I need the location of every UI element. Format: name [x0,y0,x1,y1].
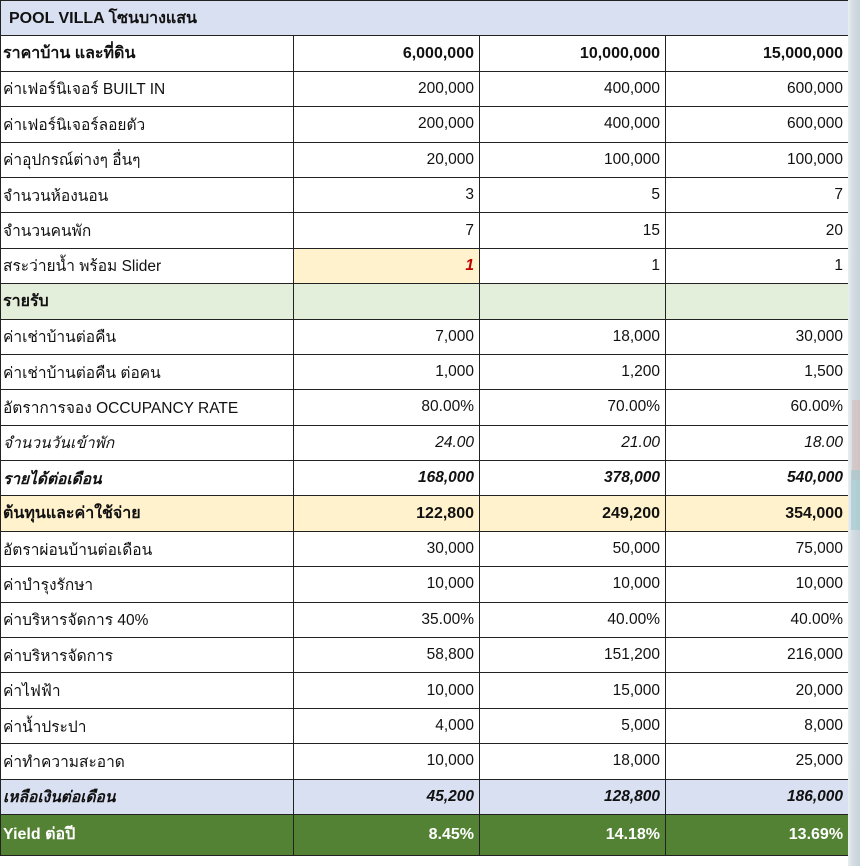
cell-value[interactable]: 40.00% [666,602,849,637]
empty-cell[interactable] [480,284,666,319]
cell-value[interactable]: 20,000 [294,142,480,177]
sheet-title[interactable]: POOL VILLA โซนบางแสน [1,1,849,36]
cell-value[interactable]: 70.00% [480,390,666,425]
row-label[interactable]: ค่าบำรุงรักษา [1,567,294,602]
cell-value[interactable]: 186,000 [666,779,849,814]
cell-value[interactable]: 30,000 [294,531,480,566]
cell-value[interactable]: 7,000 [294,319,480,354]
row-label[interactable]: ค่าทำความสะอาด [1,744,294,779]
cell-value[interactable]: 168,000 [294,461,480,496]
cell-value[interactable]: 540,000 [666,461,849,496]
cell-value[interactable]: 40.00% [480,602,666,637]
cell-value[interactable]: 20 [666,213,849,248]
cell-value[interactable]: 10,000 [666,567,849,602]
cell-value[interactable]: 200,000 [294,71,480,106]
row-label[interactable]: สระว่ายน้ำ พร้อม Slider [1,248,294,283]
row-label[interactable]: ค่าเช่าบ้านต่อคืน ต่อคน [1,354,294,389]
cell-value[interactable]: 13.69% [666,814,849,855]
cell-value[interactable]: 100,000 [480,142,666,177]
cell-value[interactable]: 30,000 [666,319,849,354]
cell-value[interactable]: 3 [294,177,480,212]
cell-value[interactable]: 378,000 [480,461,666,496]
row-label[interactable]: รายได้ต่อเดือน [1,461,294,496]
table-row [1,36,849,71]
title-row [1,1,849,36]
background-image-edge [848,0,860,866]
table-row [1,531,849,566]
cell-value[interactable]: 18,000 [480,744,666,779]
row-label[interactable]: อัตราการจอง OCCUPANCY RATE [1,390,294,425]
cell-value[interactable]: 10,000,000 [480,36,666,71]
row-label[interactable]: เหลือเงินต่อเดือน [1,779,294,814]
cell-value[interactable]: 45,200 [294,779,480,814]
row-label[interactable]: ค่าเช่าบ้านต่อคืน [1,319,294,354]
table-row [1,708,849,743]
cell-value[interactable]: 10,000 [294,744,480,779]
row-label[interactable]: จำนวนห้องนอน [1,177,294,212]
table-row [1,354,849,389]
cell-value[interactable]: 4,000 [294,708,480,743]
section-header-row [1,496,849,531]
cell-value[interactable]: 600,000 [666,107,849,142]
cell-value[interactable]: 5,000 [480,708,666,743]
cell-value[interactable]: 6,000,000 [294,36,480,71]
row-label[interactable]: ค่าไฟฟ้า [1,673,294,708]
cell-value[interactable]: 20,000 [666,673,849,708]
cell-value[interactable]: 14.18% [480,814,666,855]
row-label[interactable]: อัตราผ่อนบ้านต่อเดือน [1,531,294,566]
table-row [1,107,849,142]
yield-row [1,814,849,855]
table-row [1,638,849,673]
cell-value[interactable]: 400,000 [480,71,666,106]
cell-value[interactable]: 400,000 [480,107,666,142]
cell-value[interactable]: 10,000 [294,567,480,602]
section-label[interactable]: รายรับ [1,284,294,319]
cell-value[interactable]: 100,000 [666,142,849,177]
row-label[interactable]: Yield ต่อปี [1,814,294,855]
row-label[interactable]: ค่าเฟอร์นิเจอร์ BUILT IN [1,71,294,106]
cell-value[interactable]: 1 [666,248,849,283]
table-row [1,461,849,496]
cell-value[interactable]: 60.00% [666,390,849,425]
table-row [1,567,849,602]
cell-value[interactable]: 151,200 [480,638,666,673]
cell-value[interactable]: 18,000 [480,319,666,354]
section-header-row [1,284,849,319]
table-row [1,390,849,425]
cell-value[interactable]: 24.00 [294,425,480,460]
selected-cell[interactable]: 1 [294,248,480,283]
table-row [1,177,849,212]
cell-value[interactable]: 75,000 [666,531,849,566]
table-row [1,142,849,177]
cell-value[interactable]: 10,000 [480,567,666,602]
table-row [1,213,849,248]
remaining-row [1,779,849,814]
cell-value[interactable]: 1,500 [666,354,849,389]
table-row [1,744,849,779]
table-row [1,319,849,354]
row-label[interactable]: ค่าอุปกรณ์ต่างๆ อื่นๆ [1,142,294,177]
row-label[interactable]: ค่าเฟอร์นิเจอร์ลอยตัว [1,107,294,142]
cell-value[interactable]: 354,000 [666,496,849,531]
cell-value[interactable]: 1,000 [294,354,480,389]
cell-value[interactable]: 128,800 [480,779,666,814]
cell-value[interactable]: 10,000 [294,673,480,708]
cell-value[interactable]: 80.00% [294,390,480,425]
cell-value[interactable]: 15,000 [480,673,666,708]
row-label[interactable]: ราคาบ้าน และที่ดิน [1,36,294,71]
table-row [1,425,849,460]
cell-value[interactable]: 15 [480,213,666,248]
cell-value[interactable]: 58,800 [294,638,480,673]
cell-value[interactable]: 8,000 [666,708,849,743]
row-label[interactable]: ค่าบริหารจัดการ [1,638,294,673]
cell-value[interactable]: 1,200 [480,354,666,389]
row-label[interactable]: ค่าน้ำประปา [1,708,294,743]
cell-value[interactable]: 8.45% [294,814,480,855]
cell-value[interactable]: 25,000 [666,744,849,779]
cell-value[interactable]: 18.00 [666,425,849,460]
row-label[interactable]: ค่าบริหารจัดการ 40% [1,602,294,637]
table-row [1,248,849,283]
cell-value[interactable]: 1 [480,248,666,283]
table-row [1,71,849,106]
cell-value[interactable]: 7 [666,177,849,212]
section-label[interactable]: ต้นทุนและค่าใช้จ่าย [1,496,294,531]
cell-value[interactable]: 249,200 [480,496,666,531]
cell-value[interactable]: 35.00% [294,602,480,637]
cell-value[interactable]: 7 [294,213,480,248]
cell-value[interactable]: 216,000 [666,638,849,673]
table-row [1,602,849,637]
cell-value[interactable]: 122,800 [294,496,480,531]
cell-value[interactable]: 50,000 [480,531,666,566]
decorative-strip [852,400,860,480]
cell-value[interactable]: 21.00 [480,425,666,460]
empty-cell[interactable] [666,284,849,319]
cell-value[interactable]: 5 [480,177,666,212]
empty-cell[interactable] [294,284,480,319]
cell-value[interactable]: 200,000 [294,107,480,142]
table-row [1,673,849,708]
decorative-strip [851,470,860,530]
row-label[interactable]: จำนวนคนพัก [1,213,294,248]
row-label[interactable]: จำนวนวันเข้าพัก [1,425,294,460]
cell-value[interactable]: 15,000,000 [666,36,849,71]
cell-value[interactable]: 600,000 [666,71,849,106]
